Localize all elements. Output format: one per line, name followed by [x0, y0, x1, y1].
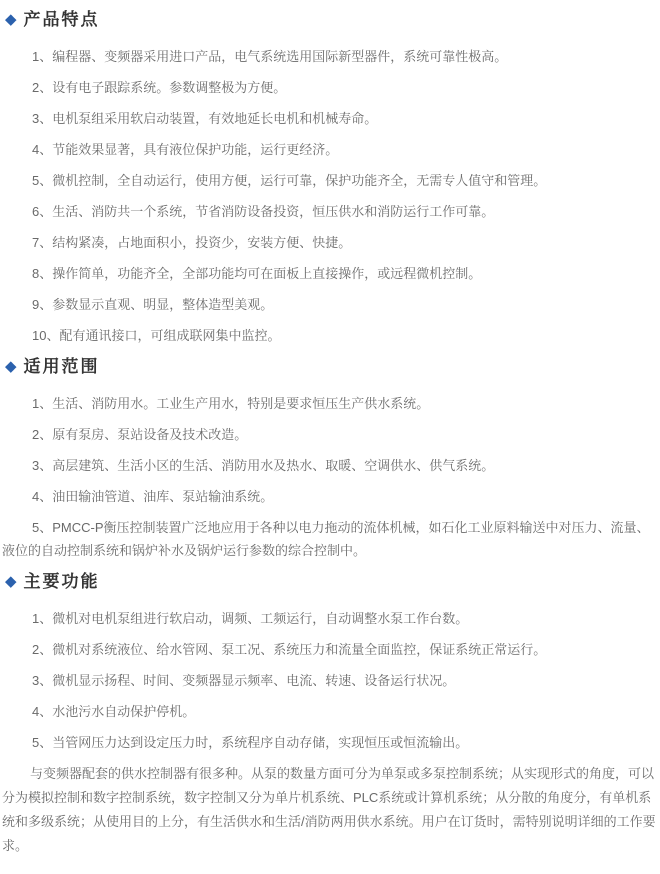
- list-item: 1、生活、消防用水。工业生产用水，特别是要求恒压生产供水系统。: [32, 396, 430, 411]
- diamond-icon: ◆: [5, 573, 17, 590]
- section-items: [2, 392, 656, 562]
- section-header: [2, 355, 656, 379]
- closing-paragraph: 与变频器配套的供水控制器有很多种。从泵的数量方面可分为单泵或多泵控制系统；从实现形式的角度，可以分为模拟控制和数字控制系统，数字控制又分为单片机系统、PLC系统或计算机系统；从分散的角度分，有单机系统和多级系统；从使用目的上分，有生活供水和生活/消防两用供水系统。用户在订货时，需特别说明详细的工作要求。: [2, 766, 656, 853]
- section-title: 主要功能: [23, 572, 100, 591]
- list-item: 3、高层建筑、生活小区的生活、消防用水及热水、取暖、空调供水、供气系统。: [32, 458, 495, 473]
- list-item: 4、水池污水自动保护停机。: [32, 704, 196, 719]
- list-item: 5、微机控制，全自动运行，使用方便，运行可靠，保护功能齐全，无需专人值守和管理。: [32, 173, 547, 188]
- list-item: 5、PMCC-P衡压控制装置广泛地应用于各种以电力拖动的流体机械，如石化工业原料输送中对压力、流量、液位的自动控制系统和锅炉补水及锅炉运行参数的综合控制中。: [2, 520, 650, 558]
- section-header: [2, 570, 656, 594]
- list-item: 1、编程器、变频器采用进口产品，电气系统选用国际新型器件，系统可靠性极高。: [32, 49, 508, 64]
- list-item: 3、电机泵组采用软启动装置，有效地延长电机和机械寿命。: [32, 111, 378, 126]
- sections-root: [2, 8, 656, 858]
- list-item: 4、油田输油管道、油库、泵站输油系统。: [32, 489, 274, 504]
- section-title: 产品特点: [23, 10, 100, 29]
- section-items: [2, 607, 656, 858]
- list-item: 4、节能效果显著，具有液位保护功能，运行更经济。: [32, 142, 339, 157]
- section: [2, 355, 656, 562]
- section-items: [2, 45, 656, 347]
- list-item: 2、设有电子跟踪系统。参数调整极为方便。: [32, 80, 287, 95]
- section: [2, 570, 656, 858]
- diamond-icon: ◆: [5, 11, 17, 28]
- section-title: 适用范围: [23, 357, 100, 376]
- list-item: 5、当管网压力达到设定压力时，系统程序自动存储，实现恒压或恒流输出。: [32, 735, 469, 750]
- list-item: 2、微机对系统液位、给水管网、泵工况、系统压力和流量全面监控，保证系统正常运行。: [32, 642, 547, 657]
- list-item: 8、操作简单，功能齐全，全部功能均可在面板上直接操作，或远程微机控制。: [32, 266, 482, 281]
- list-item: 10、配有通讯接口，可组成联网集中监控。: [32, 328, 281, 343]
- list-item: 7、结构紧凑，占地面积小，投资少，安装方便、快捷。: [32, 235, 352, 250]
- diamond-icon: ◆: [5, 358, 17, 375]
- list-item: 6、生活、消防共一个系统，节省消防设备投资，恒压供水和消防运行工作可靠。: [32, 204, 495, 219]
- section-header: [2, 8, 656, 32]
- list-item: 2、原有泵房、泵站设备及技术改造。: [32, 427, 248, 442]
- list-item: 1、微机对电机泵组进行软启动，调频、工频运行，自动调整水泵工作台数。: [32, 611, 469, 626]
- list-item: 3、微机显示扬程、时间、变频器显示频率、电流、转速、设备运行状况。: [32, 673, 456, 688]
- list-item: 9、参数显示直观、明显，整体造型美观。: [32, 297, 274, 312]
- section: [2, 8, 656, 347]
